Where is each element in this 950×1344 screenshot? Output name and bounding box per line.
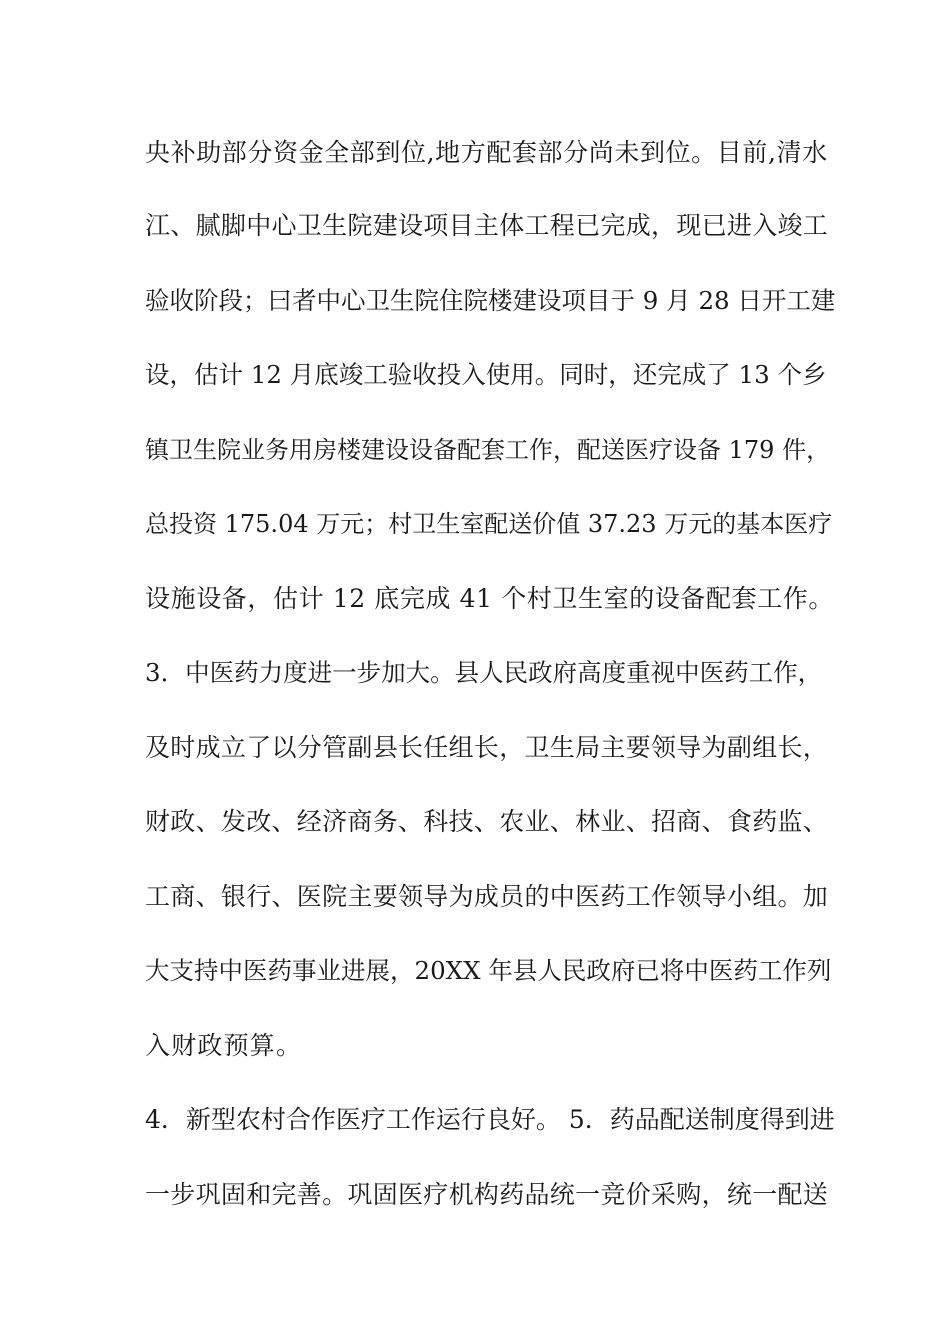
text-line: 总投资 175.04 万元；村卫生室配送价值 37.23 万元的基本医疗 [145,510,833,538]
text-line: 及时成立了以分管副县长任组长，卫生局主要领导为副组长， [145,733,829,762]
text-line: 设施设备，估计 12 底完成 41 个村卫生室的设备配套工作。 [145,584,835,613]
text-line: 入财政预算。 [145,1031,303,1060]
text-line: 3．中医药力度进一步加大。县人民政府高度重视中医药工作， [145,658,823,687]
text-line: 设，估计 12 月底竣工验收投入使用。同时，还完成了 13 个乡 [145,360,827,389]
text-line: 江、腻脚中心卫生院建设项目主体工程已完成，现已进入竣工 [145,211,829,240]
text-line: 工商、银行、医院主要领导为成员的中医药工作领导小组。加 [145,882,829,911]
text-line: 大支持中医药事业进展，20XX 年县人民政府已将中医药工作列 [145,956,832,985]
text-line: 验收阶段；曰者中心卫生院住院楼建设项目于 9 月 28 日开工建 [145,286,836,315]
text-line: 镇卫生院业务用房楼建设设备配套工作，配送医疗设备 179 件， [145,436,831,464]
text-line: 央补助部分资金全部到位,地方配套部分尚未到位。目前,清水 [145,138,828,167]
text-line: 财政、发改、经济商务、科技、农业、林业、招商、食药监、 [145,807,829,836]
text-line: 一步巩固和完善。巩固医疗机构药品统一竞价采购，统一配送 [145,1180,829,1209]
text-line: 4．新型农村合作医疗工作运行良好。 5．药品配送制度得到进 [145,1105,835,1134]
